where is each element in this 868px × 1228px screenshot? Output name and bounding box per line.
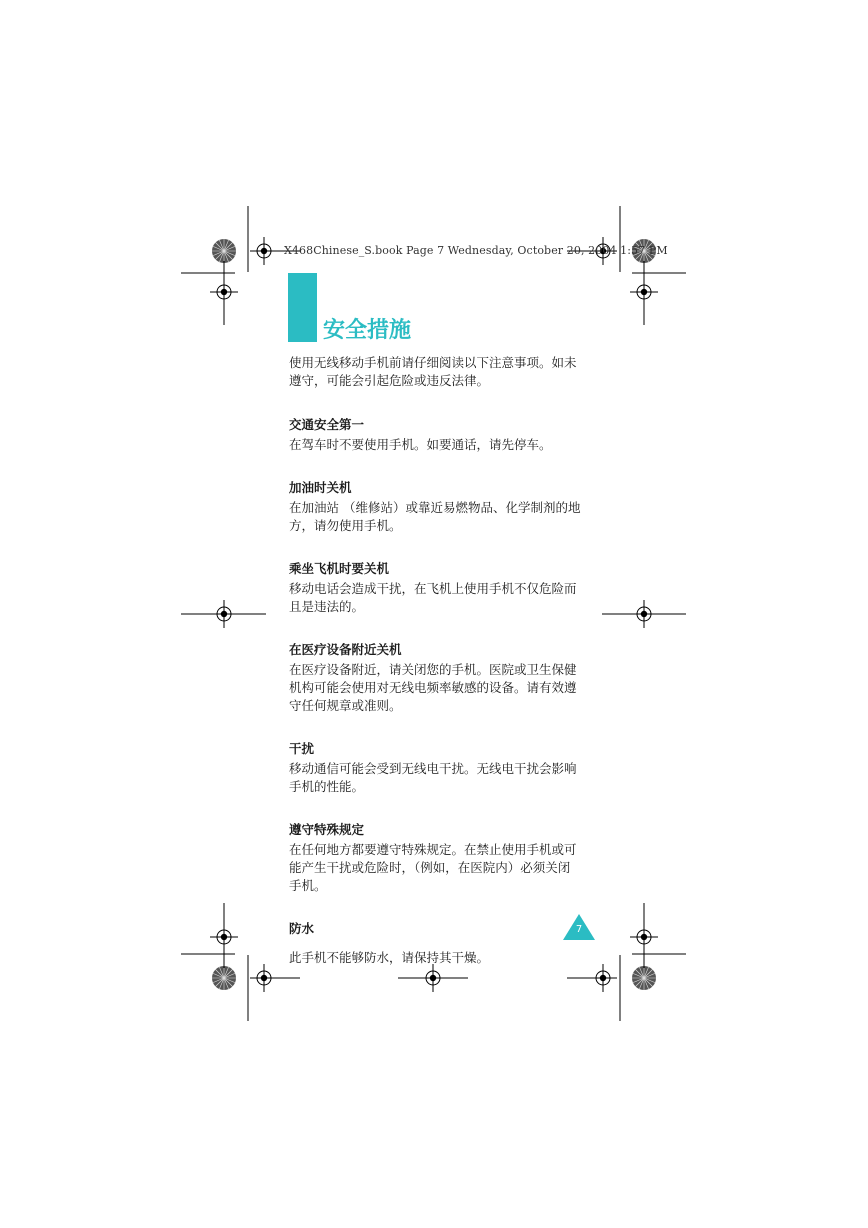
content-body: [289, 354, 581, 992]
section-traffic: [289, 416, 581, 454]
section-body: 在加油站 （维修站）或靠近易燃物品、化学制剂的地方，请勿使用手机。: [289, 500, 581, 533]
section-heading: 乘坐飞机时要关机: [289, 561, 390, 576]
section-body: 在医疗设备附近，请关闭您的手机。医院或卫生保健机构可能会使用对无线电频率敏感的设备。请有效遵守任何规章或准则。: [289, 662, 577, 713]
section-interference: [289, 740, 581, 796]
chapter-tab: [288, 273, 317, 342]
section-heading: 遵守特殊规定: [289, 822, 365, 837]
page-title: 安全措施: [323, 318, 412, 343]
page-number: 7: [575, 924, 583, 935]
section-heading: 干扰: [289, 741, 315, 756]
section-medical: [289, 641, 581, 715]
section-refueling: [289, 479, 581, 535]
section-heading: 在医疗设备附近关机: [289, 642, 402, 657]
section-body: 此手机不能够防水，请保持其干燥。: [289, 950, 490, 965]
section-heading: 防水: [289, 921, 315, 936]
section-body: 移动通信可能会受到无线电干扰。无线电干扰会影响手机的性能。: [289, 761, 577, 794]
section-body: 在任何地方都要遵守特殊规定。在禁止使用手机或可能产生干扰或危险时，（例如，在医院内）必须关闭手机。: [289, 842, 577, 893]
intro-paragraph: 使用无线移动手机前请仔细阅读以下注意事项。如未遵守，可能会引起危险或违反法律。: [289, 355, 577, 388]
section-heading: 交通安全第一: [289, 417, 365, 432]
section-body: 移动电话会造成干扰，在飞机上使用手机不仅危险而且是违法的。: [289, 581, 577, 614]
section-body: 在驾车时不要使用手机。如要通话，请先停车。: [289, 437, 552, 452]
section-aircraft: [289, 560, 581, 616]
section-waterproof: [289, 920, 581, 967]
section-heading: 加油时关机: [289, 480, 352, 495]
page-number-badge: [563, 914, 595, 940]
section-special-rules: [289, 821, 581, 895]
book-header: X468Chinese_S.book Page 7 Wednesday, October 20, 2004 1:57 PM: [284, 244, 668, 257]
